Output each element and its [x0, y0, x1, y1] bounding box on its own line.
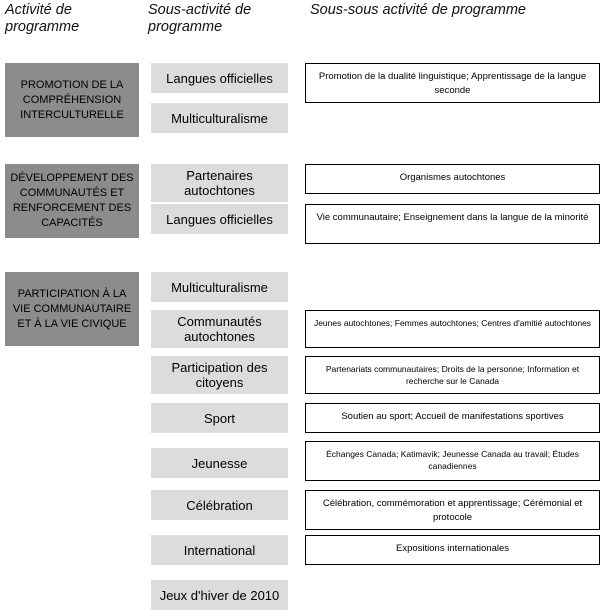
sub-sub-linguistic-duality: Promotion de la dualité linguistique; Apprentissage de la langue seconde — [305, 63, 600, 103]
sub-activity-official-languages-2: Langues officielles — [151, 204, 288, 234]
sub-sub-community-life: Vie communautaire; Enseignement dans la langue de la minorité — [305, 204, 600, 244]
header-sub-activity: Sous-activité de programme — [148, 2, 252, 35]
activity-box-civic-participation: PARTICIPATION À LA VIE COMMUNAUTAIRE ET À LA VIE CIVIQUE — [5, 272, 139, 346]
sub-activity-aboriginal-partners: Partenaires autochtones — [151, 164, 288, 202]
sub-activity-international: International — [151, 535, 288, 565]
sub-activity-multiculturalism-1: Multiculturalisme — [151, 103, 288, 133]
sub-sub-celebration-protocol: Célébration, commémoration et apprentissage; Cérémonial et protocole — [305, 490, 600, 530]
sub-sub-community-partnerships: Partenariats communautaires; Droits de la personne; Information et recherche sur le Canada — [305, 356, 600, 394]
sub-activity-sport: Sport — [151, 403, 288, 433]
sub-activity-citizen-participation: Participation des citoyens — [151, 356, 288, 394]
activity-box-intercultural-understanding: PROMOTION DE LA COMPRÉHENSION INTERCULTURELLE — [5, 63, 139, 137]
sub-sub-exchanges-canada: Échanges Canada; Katimavik; Jeunesse Canada au travail; Études canadiennes — [305, 441, 600, 481]
sub-activity-winter-games-2010: Jeux d'hiver de 2010 — [151, 580, 288, 610]
sub-activity-multiculturalism-2: Multiculturalisme — [151, 272, 288, 302]
sub-activity-aboriginal-communities: Communautés autochtones — [151, 310, 288, 348]
activity-box-community-development: DÉVELOPPEMENT DES COMMUNAUTÉS ET RENFORCEMENT DES CAPACITÉS — [5, 164, 139, 238]
sub-sub-international-expositions: Expositions internationales — [305, 535, 600, 565]
sub-sub-aboriginal-organizations: Organismes autochtones — [305, 164, 600, 194]
sub-sub-sport-support: Soutien au sport; Accueil de manifestations sportives — [305, 403, 600, 433]
sub-activity-celebration: Célébration — [151, 490, 288, 520]
sub-activity-youth: Jeunesse — [151, 448, 288, 478]
sub-activity-official-languages-1: Langues officielles — [151, 63, 288, 93]
header-activity: Activité de programme — [5, 2, 80, 35]
header-sub-sub-activity: Sous-sous activité de programme — [310, 2, 526, 18]
sub-sub-aboriginal-youth: Jeunes autochtones; Femmes autochtones; Centres d'amitié autochtones — [305, 310, 600, 348]
